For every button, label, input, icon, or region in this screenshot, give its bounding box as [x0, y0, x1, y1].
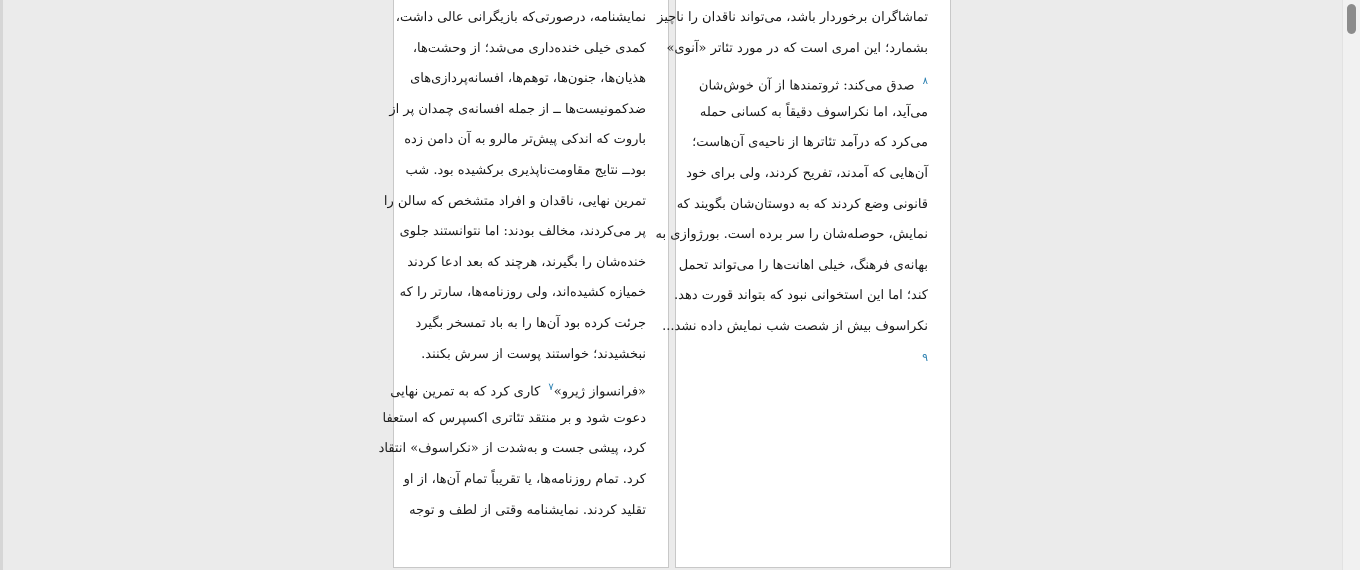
- text-line: تماشاگران برخوردار باشد، می‌تواند ناقدان را ناچیز: [657, 10, 928, 25]
- text-line: دعوت شود و بر منتقد تئاتری اکسپرس که استعفا: [382, 410, 646, 426]
- text-line: تمرین نهایی، ناقدان و افراد متشخص که سالن را: [383, 193, 646, 209]
- vertical-scrollbar[interactable]: [1342, 0, 1360, 570]
- text-line: باروت که اندکی پیش‌تر مالرو به آن دامن زده: [404, 132, 646, 148]
- left-gutter: [0, 0, 3, 570]
- text-segment: «فرانسواز ژیرو»: [553, 384, 646, 400]
- text-line: بودــ نتایج مقاومت‌ناپذیری برکشیده بود. شب: [405, 162, 646, 178]
- text-line: کند؛ اما این استخوانی نبود که بتواند قورت دهد.: [674, 288, 928, 304]
- text-line: نمایش، حوصله‌شان را سر برده است. بورژوازی به: [655, 227, 928, 243]
- text-line: پر می‌کردند، مخالف بودند: اما نتوانستند جلوی: [399, 224, 646, 240]
- text-line: بشمارد؛ این امری است که در مورد تئاتر «آنوی»: [666, 40, 928, 56]
- text-line: [688, 343, 928, 374]
- page-left-text: [378, 3, 646, 526]
- text-line: نمایشنامه، درصورتی‌که بازیگرانی عالی داشت،: [395, 10, 646, 25]
- text-line: تقلید کردند. نمایشنامه وقتی از لطف و توجه: [409, 502, 646, 518]
- text-segment: صدق می‌کند: ثروتمندها از آن خوش‌شان: [698, 78, 919, 94]
- text-line: می‌آید، اما نکراسوف دقیقاً به کسانی حمله: [699, 104, 928, 120]
- footnote-link-7[interactable]: ۷: [548, 382, 554, 394]
- page-right: [655, 0, 951, 568]
- text-line: خنده‌شان را بگیرند، هرچند که بعد ادعا کردند: [407, 254, 646, 270]
- page-left: [378, 0, 669, 568]
- text-line: نکراسوف بیش از شصت شب نمایش داده نشد...: [662, 318, 928, 334]
- footnote-link-9[interactable]: ۹: [922, 350, 928, 364]
- text-line: ضدکمونیست‌ها ــ از جمله افسانه‌ی چمدان پر از: [389, 101, 646, 117]
- text-line: جرئت کرده بود آن‌ها را به باد تمسخر بگیرد: [415, 315, 646, 331]
- page-right-text: [655, 3, 928, 373]
- footnote-link-8[interactable]: ۸: [922, 76, 928, 88]
- text-line: می‌کرد که درآمد تئاترها از ناحیه‌ی آن‌هاست؛: [692, 135, 928, 151]
- text-line: کرد، پیشی جست و به‌شدت از «نکراسوف» انتقاد: [378, 441, 646, 457]
- text-line: بهانه‌ی فرهنگ، خیلی اهانت‌ها را می‌تواند تحمل: [678, 257, 928, 273]
- text-line: نبخشیدند؛ خواستند پوست از سرش بکنند.: [421, 346, 646, 362]
- text-line: قانونی وضع کردند که به دوستان‌شان بگویند که: [676, 196, 928, 212]
- text-line: [688, 67, 928, 98]
- text-line: کمدی خیلی خنده‌داری می‌شد؛ از وحشت‌ها،: [412, 40, 646, 56]
- text-line: آن‌هایی که آمدند، تفریح کردند، ولی برای خود: [686, 165, 928, 181]
- text-segment: کاری کرد که به تمرین نهایی: [390, 384, 545, 400]
- text-line: هذیان‌ها، جنون‌ها، توهم‌ها، افسانه‌پردازی‌های: [410, 71, 646, 87]
- scrollbar-thumb[interactable]: [1347, 4, 1356, 34]
- text-line: خمیازه کشیده‌اند، ولی روزنامه‌ها، سارتر را که: [399, 285, 646, 301]
- text-line: کرد. تمام روزنامه‌ها، یا تقریباً تمام آن‌ها، از او: [403, 471, 646, 487]
- text-line: [390, 373, 646, 404]
